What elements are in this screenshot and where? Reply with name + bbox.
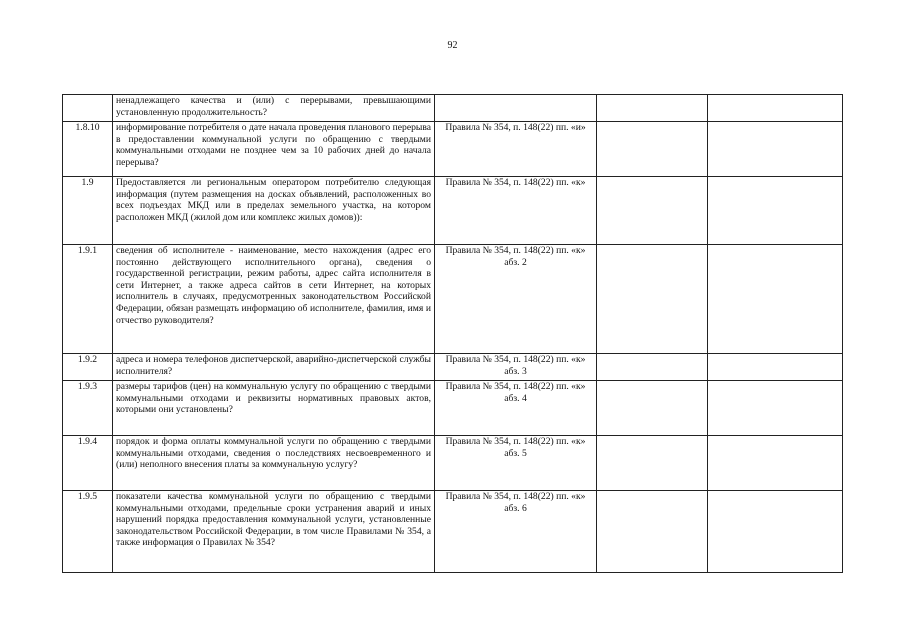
table-row (63, 354, 843, 381)
item-number: 1.8.10 (63, 122, 113, 177)
answer-cell (597, 122, 708, 177)
legal-reference: Правила № 354, п. 148(22) пп. «к» абз. 3 (435, 354, 597, 381)
table-row (63, 122, 843, 177)
note-cell (708, 491, 843, 573)
note-cell (708, 95, 843, 122)
requirement-text: ненадлежащего качества и (или) с перерывами, превышающими установленную продолжительность? (113, 95, 435, 122)
table-row (63, 177, 843, 245)
legal-reference (435, 95, 597, 122)
answer-cell (597, 177, 708, 245)
answer-cell (597, 245, 708, 354)
requirement-text: порядок и форма оплаты коммунальной услуги по обращению с твердыми коммунальными отходами, сведения о последствиях несвоевременного и (или) неполного внесения платы за коммунальную услугу? (113, 436, 435, 491)
table-row (63, 381, 843, 436)
answer-cell (597, 381, 708, 436)
item-number: 1.9.2 (63, 354, 113, 381)
item-number: 1.9.4 (63, 436, 113, 491)
note-cell (708, 177, 843, 245)
requirement-text: Предоставляется ли региональным оператором потребителю следующая информация (путем размещения на досках объявлений, расположенных во всех подъездах МКД или в пределах земельного участка, на котором расположен МКД (жилой дом или комплекс жилых домов)): (113, 177, 435, 245)
table-row (63, 245, 843, 354)
requirement-text: информирование потребителя о дате начала проведения планового перерыва в предоставлении коммунальной услуги по обращению с твердыми коммунальными отходами не позднее чем за 10 рабочих дней до начала перерыва? (113, 122, 435, 177)
requirement-text: размеры тарифов (цен) на коммунальную услугу по обращению с твердыми коммунальными отходами и реквизиты нормативных правовых актов, которыми они установлены? (113, 381, 435, 436)
note-cell (708, 122, 843, 177)
legal-reference: Правила № 354, п. 148(22) пп. «к» абз. 2 (435, 245, 597, 354)
note-cell (708, 436, 843, 491)
legal-reference: Правила № 354, п. 148(22) пп. «к» абз. 4 (435, 381, 597, 436)
item-number: 1.9 (63, 177, 113, 245)
requirement-text: сведения об исполнителе - наименование, место нахождения (адрес его постоянно действующего исполнительного органа), сведения о государственной регистрации, режим работы, адрес сайта исполнителя в сети Интернет, а также адреса сайтов в сети Интернет, на которых исполнитель в случаях, предусмотренных законодательством Российской Федерации, обязан размещать информацию об исполнителе, фамилия, имя и отчество руководителя? (113, 245, 435, 354)
answer-cell (597, 491, 708, 573)
note-cell (708, 354, 843, 381)
legal-reference: Правила № 354, п. 148(22) пп. «и» (435, 122, 597, 177)
item-number: 1.9.3 (63, 381, 113, 436)
table-row (63, 436, 843, 491)
answer-cell (597, 354, 708, 381)
table-row (63, 491, 843, 573)
note-cell (708, 245, 843, 354)
table-row (63, 95, 843, 122)
requirement-text: адреса и номера телефонов диспетчерской, аварийно-диспетчерской службы исполнителя? (113, 354, 435, 381)
answer-cell (597, 95, 708, 122)
requirement-text: показатели качества коммунальной услуги по обращению с твердыми коммунальными отходами, предельные сроки устранения аварий и иных нарушений порядка предоставления коммунальной услуги, установленные законодательством Российской Федерации, в том числе Правилами № 354, а также информация о Правилах № 354? (113, 491, 435, 573)
page-number: 92 (447, 40, 458, 51)
checklist-table (62, 94, 843, 573)
item-number: 1.9.1 (63, 245, 113, 354)
legal-reference: Правила № 354, п. 148(22) пп. «к» (435, 177, 597, 245)
legal-reference: Правила № 354, п. 148(22) пп. «к» абз. 5 (435, 436, 597, 491)
legal-reference: Правила № 354, п. 148(22) пп. «к» абз. 6 (435, 491, 597, 573)
answer-cell (597, 436, 708, 491)
item-number: 1.9.5 (63, 491, 113, 573)
item-number (63, 95, 113, 122)
note-cell (708, 381, 843, 436)
